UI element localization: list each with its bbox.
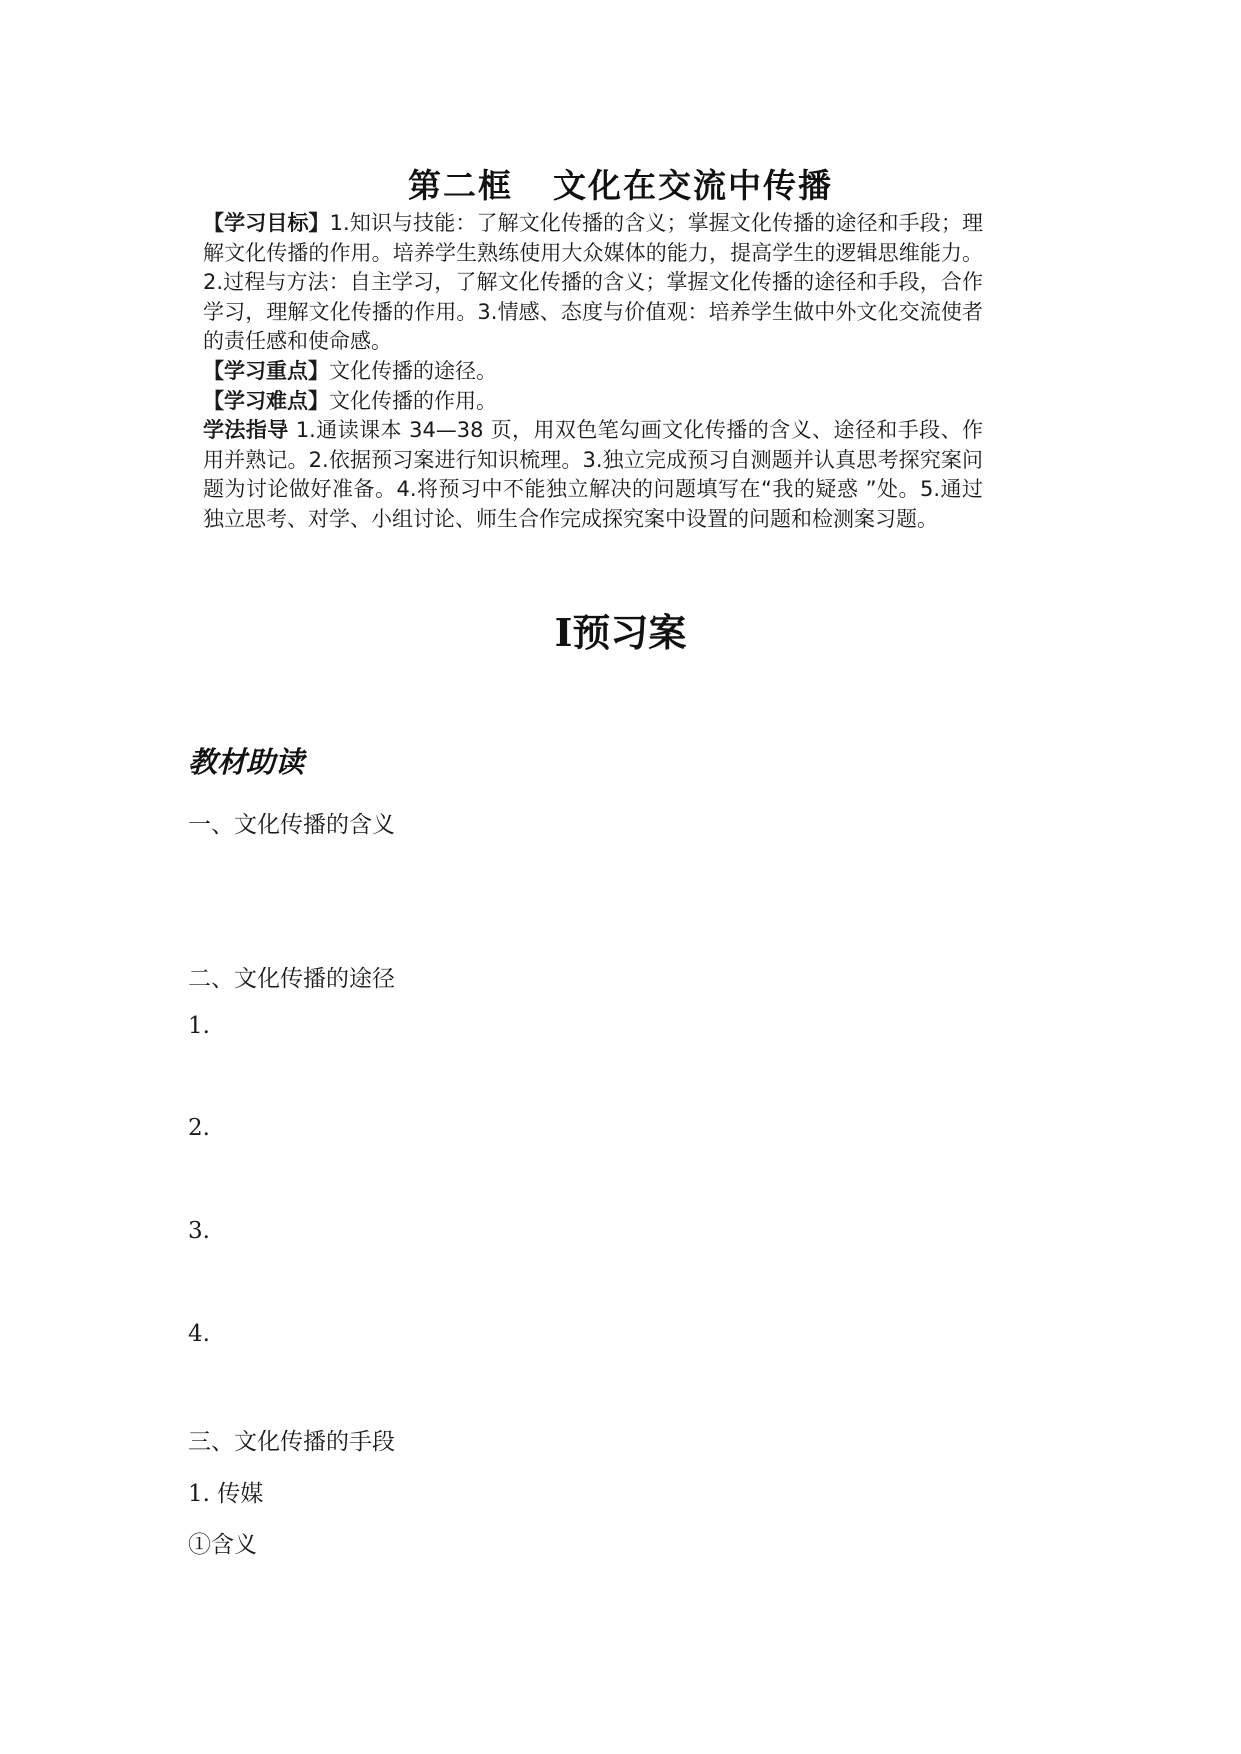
study-guide [203, 416, 983, 534]
focus-text: 文化传播的途径。 [329, 358, 497, 383]
heading-meaning: 一、文化传播的含义 [188, 812, 395, 838]
guide-tag: 学法指导 [203, 418, 289, 443]
sub-heading: 教材助读 [188, 745, 305, 779]
learning-difficulty [203, 387, 983, 417]
heading-channels: 二、文化传播的途径 [188, 966, 395, 992]
means-item-media: 1. 传媒 [188, 1481, 264, 1507]
channel-item-4: 4. [188, 1321, 210, 1347]
objectives-tag: 【学习目标】 [203, 211, 330, 235]
channel-item-3: 3. [188, 1218, 210, 1244]
media-meaning: ①含义 [188, 1532, 257, 1558]
learning-intro [203, 209, 983, 535]
learning-objectives [203, 209, 983, 357]
objectives-text: 1.知识与技能：了解文化传播的含义；掌握文化传播的途径和手段；理解文化传播的作用。培养学生熟练使用大众媒体的能力，提高学生的逻辑思维能力。2.过程与方法：自主学习，了解文化传播的含义；掌握文化传播的途径和手段，合作学习，理解文化传播的作用。3.情感、态度与价值观：培养学生做中外文化交流使者的责任感和使命感。 [203, 211, 983, 354]
channel-item-2: 2. [188, 1115, 210, 1141]
channel-item-1: 1. [188, 1013, 210, 1039]
section-title: Ⅰ预习案 [554, 610, 687, 655]
focus-tag: 【学习重点】 [203, 358, 329, 383]
page-title [0, 160, 1241, 207]
learning-focus [203, 357, 983, 387]
difficulty-text: 文化传播的作用。 [329, 388, 497, 413]
title-part2: 文化在交流中传播 [553, 166, 833, 205]
heading-means: 三、文化传播的手段 [188, 1429, 395, 1455]
title-part1: 第二框 [408, 166, 513, 205]
difficulty-tag: 【学习难点】 [203, 388, 329, 413]
guide-text: 1.通读课本 34—38 页，用双色笔勾画文化传播的含义、途径和手段、作用并熟记。2.依据预习案进行知识梳理。3.独立完成预习自测题并认真思考探究案问题为讨论做好准备。4.将预习中不能独立解决的问题填写在“我的疑惑 ”处。5.通过独立思考、对学、小组讨论、师生合作完成探究案中设置的问题和检测案习题。 [203, 418, 984, 531]
